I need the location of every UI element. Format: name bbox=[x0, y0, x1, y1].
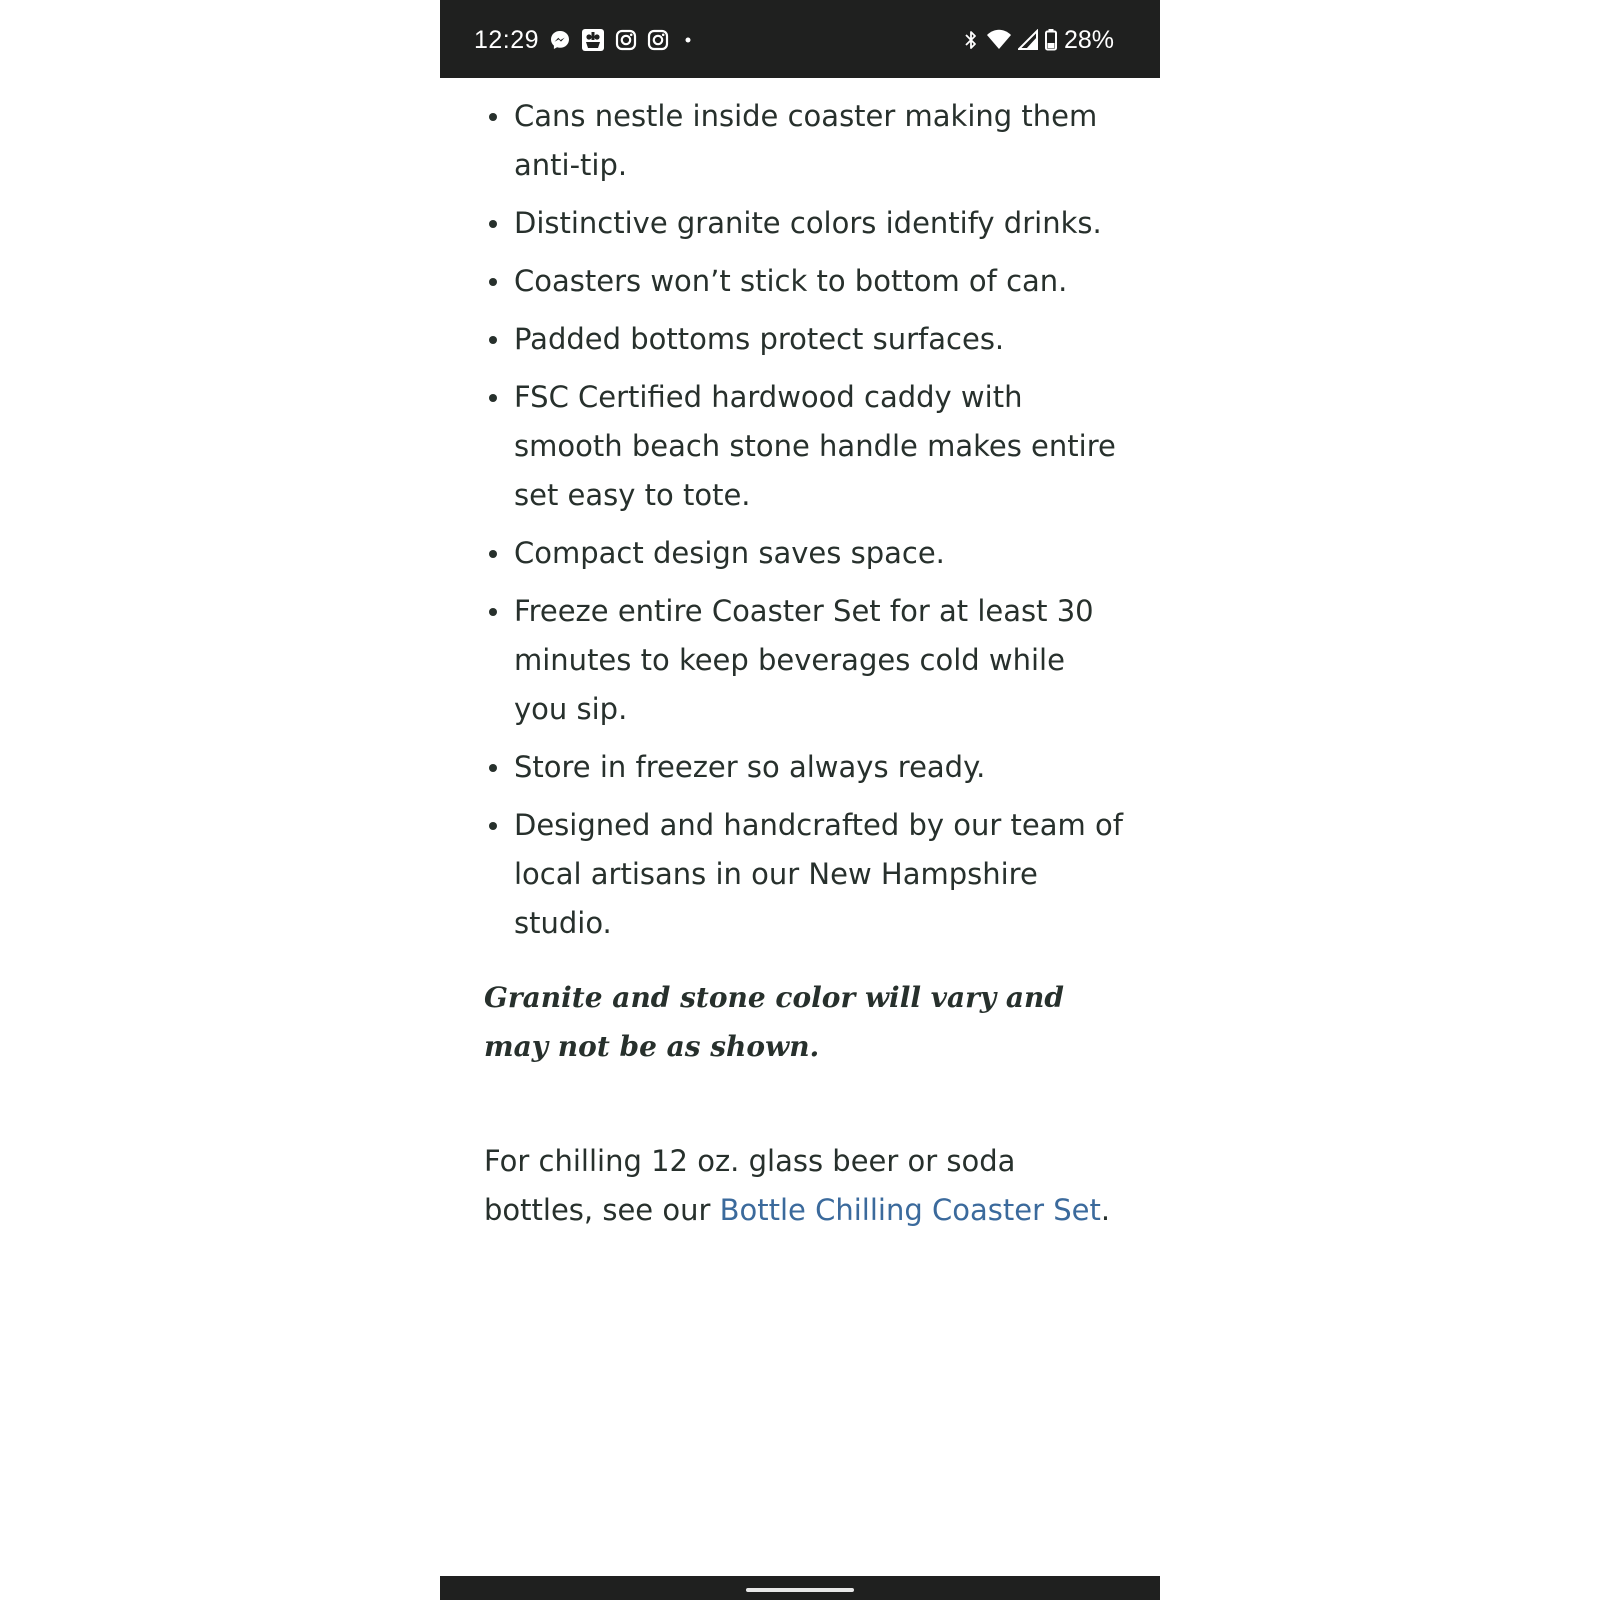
list-item bbox=[484, 373, 1124, 520]
list-item bbox=[484, 257, 1124, 306]
list-item bbox=[484, 529, 1124, 578]
bullet-icon bbox=[489, 278, 497, 286]
status-bar bbox=[440, 0, 1160, 78]
bullet-icon bbox=[489, 336, 497, 344]
status-left bbox=[474, 24, 697, 56]
wifi-icon bbox=[986, 29, 1012, 51]
list-item bbox=[484, 587, 1124, 734]
chill-text-suffix: . bbox=[1100, 1193, 1111, 1227]
navigation-bar bbox=[440, 1576, 1160, 1600]
bullet-icon bbox=[489, 550, 497, 558]
instagram-icon bbox=[647, 29, 669, 51]
list-item bbox=[484, 743, 1124, 792]
feature-text: Freeze entire Coaster Set for at least 30 minutes to keep beverages cold while you sip. bbox=[514, 594, 1094, 726]
list-item bbox=[484, 199, 1124, 248]
bottle-chilling-paragraph bbox=[484, 1137, 1124, 1235]
feature-list bbox=[484, 92, 1124, 948]
battery-icon bbox=[1044, 28, 1058, 52]
app-icon bbox=[581, 28, 605, 52]
status-time: 12:29 bbox=[474, 25, 540, 54]
dot-icon bbox=[679, 29, 697, 51]
bullet-icon bbox=[489, 764, 497, 772]
chill-text-prefix: For chilling 12 oz. glass beer or soda bottles, see our bbox=[484, 1144, 1016, 1227]
bullet-icon bbox=[489, 822, 497, 830]
color-variation-note: Granite and stone color will vary and may not be as shown. bbox=[484, 981, 1064, 1063]
feature-text: Compact design saves space. bbox=[514, 536, 945, 570]
feature-text: Cans nestle inside coaster making them anti-tip. bbox=[514, 99, 1098, 182]
battery-percentage: 28% bbox=[1063, 25, 1114, 54]
list-item bbox=[484, 801, 1124, 948]
feature-text: Store in freezer so always ready. bbox=[514, 750, 986, 784]
messenger-icon bbox=[549, 29, 571, 51]
feature-text: Designed and handcrafted by our team of local artisans in our New Hampshire studio. bbox=[514, 808, 1123, 940]
feature-text: Padded bottoms protect surfaces. bbox=[514, 322, 1005, 356]
bullet-icon bbox=[489, 220, 497, 228]
home-gesture-handle[interactable] bbox=[746, 1588, 854, 1592]
bluetooth-icon bbox=[962, 28, 980, 52]
bottle-chilling-coaster-set-link[interactable]: Bottle Chilling Coaster Set bbox=[719, 1193, 1101, 1227]
bullet-icon bbox=[489, 113, 497, 121]
feature-text: FSC Certified hardwood caddy with smooth beach stone handle makes entire set easy to tote. bbox=[514, 380, 1116, 512]
list-item bbox=[484, 92, 1124, 190]
feature-text: Coasters won’t stick to bottom of can. bbox=[514, 264, 1068, 298]
bullet-icon bbox=[489, 394, 497, 402]
instagram-icon bbox=[615, 29, 637, 51]
feature-text: Distinctive granite colors identify drinks. bbox=[514, 206, 1102, 240]
bullet-icon bbox=[489, 608, 497, 616]
cell-signal-icon bbox=[1018, 29, 1038, 51]
list-item bbox=[484, 315, 1124, 364]
phone-screen bbox=[440, 0, 1160, 1600]
status-right bbox=[962, 24, 1114, 56]
product-description bbox=[484, 92, 1124, 1235]
